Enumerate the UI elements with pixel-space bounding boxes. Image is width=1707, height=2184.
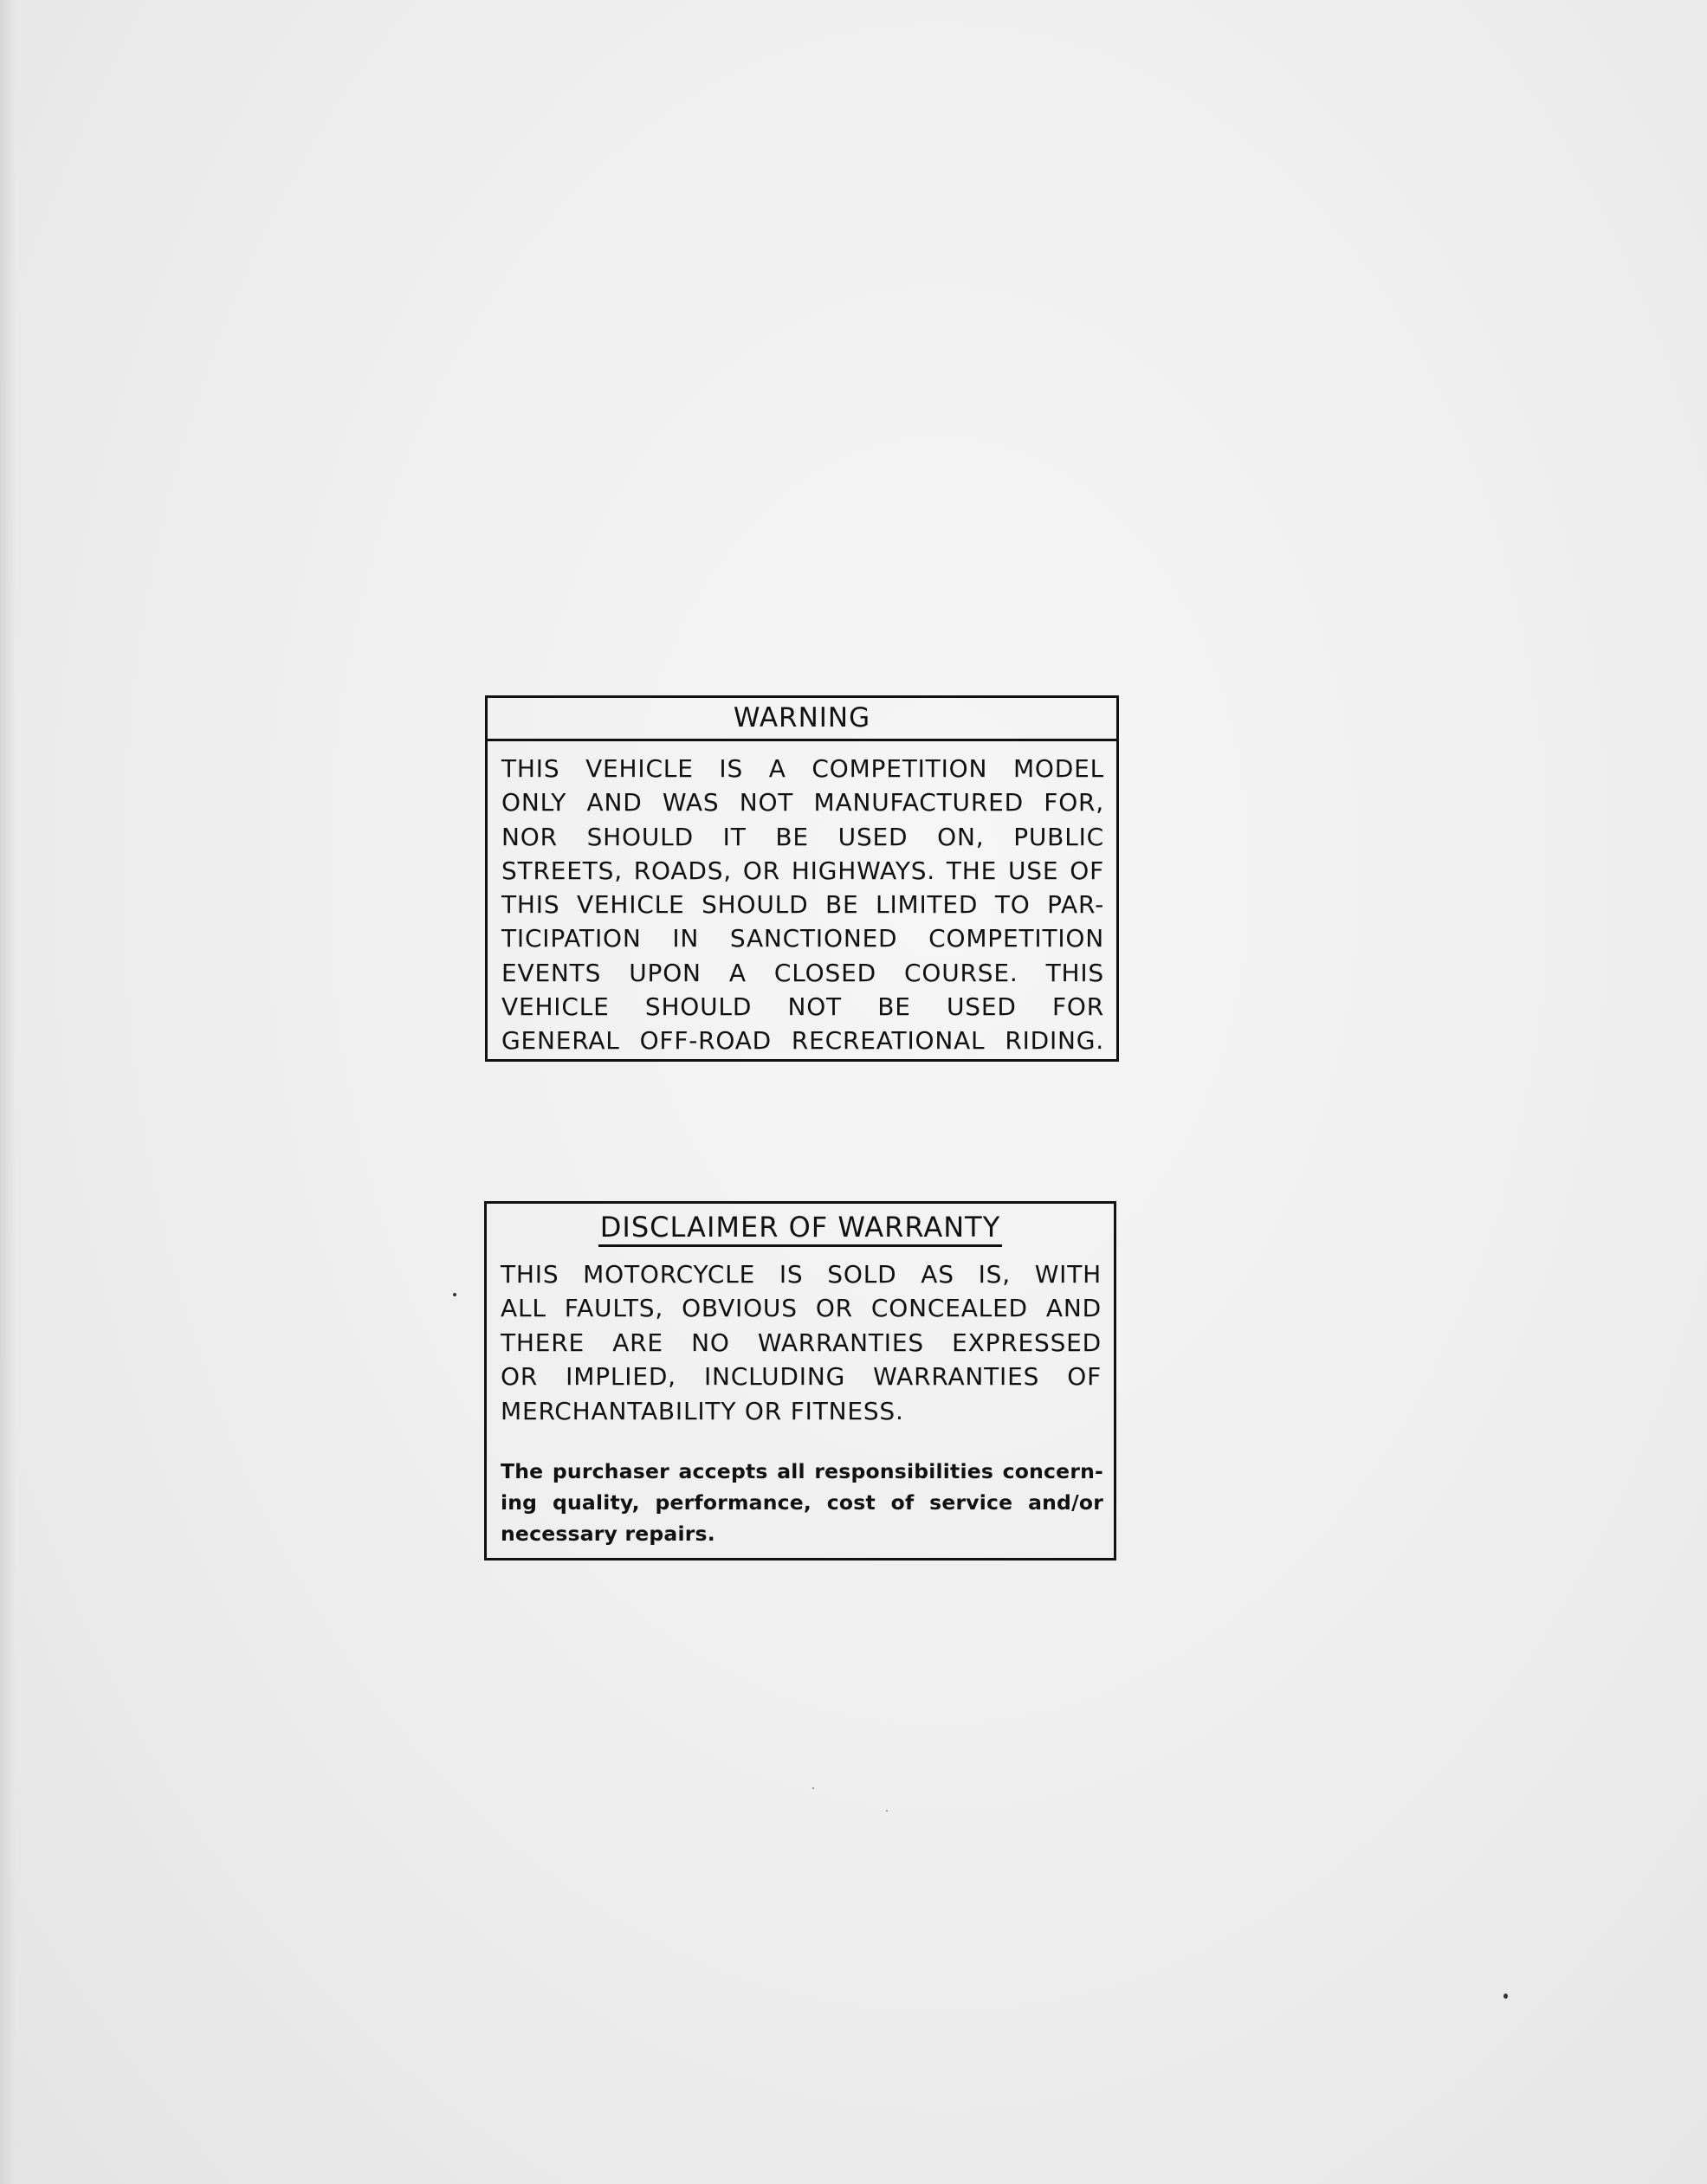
- paper-speck: [1503, 1993, 1508, 1999]
- warning-line: GENERAL OFF-ROAD RECREATIONAL RIDING.: [501, 1026, 1104, 1056]
- disclaimer-line: OR IMPLIED, INCLUDING WARRANTIES OF: [501, 1362, 1102, 1392]
- purchaser-note: [487, 1428, 1114, 1549]
- disclaimer-box: [484, 1201, 1116, 1560]
- warning-title: WARNING: [488, 698, 1116, 741]
- paper-speck: [453, 1293, 456, 1296]
- disclaimer-line: THERE ARE NO WARRANTIES EXPRESSED: [501, 1328, 1102, 1357]
- page-edge-shadow: [0, 0, 16, 2184]
- warning-line: STREETS, ROADS, OR HIGHWAYS. THE USE OF: [501, 856, 1104, 885]
- warning-line: NOR SHOULD IT BE USED ON, PUBLIC: [501, 822, 1104, 851]
- warning-text: [488, 741, 1116, 1058]
- warning-line: ONLY AND WAS NOT MANUFACTURED FOR,: [501, 788, 1104, 817]
- warning-line: TICIPATION IN SANCTIONED COMPETITION: [501, 924, 1104, 953]
- warning-line: EVENTS UPON A CLOSED COURSE. THIS: [501, 958, 1104, 987]
- warning-line: THIS VEHICLE IS A COMPETITION MODEL: [501, 754, 1104, 783]
- purchaser-line: necessary repairs.: [501, 1521, 715, 1546]
- disclaimer-text: [487, 1249, 1114, 1428]
- warning-box: [485, 695, 1119, 1062]
- warning-line: VEHICLE SHOULD NOT BE USED FOR: [501, 992, 1104, 1022]
- disclaimer-heading: [487, 1204, 1114, 1249]
- warning-line: THIS VEHICLE SHOULD BE LIMITED TO PAR-: [501, 890, 1104, 920]
- purchaser-line: The purchaser accepts all responsibilities concern-: [501, 1458, 1103, 1483]
- disclaimer-line: MERCHANTABILITY OR FITNESS.: [501, 1396, 904, 1425]
- paper-speck: [812, 1787, 814, 1789]
- paper-speck: [886, 1810, 888, 1812]
- disclaimer-line: ALL FAULTS, OBVIOUS OR CONCEALED AND: [501, 1294, 1102, 1323]
- purchaser-line: ing quality, performance, cost of service and/or: [501, 1489, 1103, 1515]
- disclaimer-line: THIS MOTORCYCLE IS SOLD AS IS, WITH: [501, 1260, 1102, 1289]
- disclaimer-title: DISCLAIMER OF WARRANTY: [598, 1211, 1003, 1247]
